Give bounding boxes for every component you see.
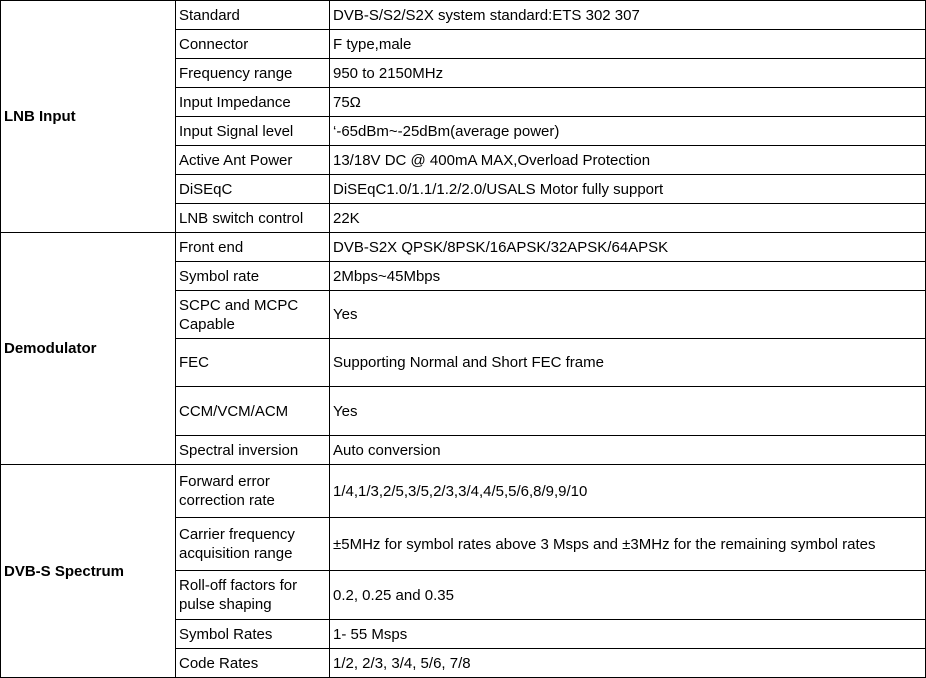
param-label: Forward error correction rate xyxy=(176,465,330,518)
param-value: ±5MHz for symbol rates above 3 Msps and ±3MHz for the remaining symbol rates xyxy=(330,518,926,571)
param-value: DVB-S/S2/S2X system standard:ETS 302 307 xyxy=(330,1,926,30)
param-label: Symbol Rates xyxy=(176,620,330,649)
param-value: 1/2, 2/3, 3/4, 5/6, 7/8 xyxy=(330,649,926,678)
param-label: Roll-off factors for pulse shaping xyxy=(176,571,330,620)
param-value: 1/4,1/3,2/5,3/5,2/3,3/4,4/5,5/6,8/9,9/10 xyxy=(330,465,926,518)
param-label: Connector xyxy=(176,30,330,59)
param-value: 950 to 2150MHz xyxy=(330,59,926,88)
param-value: 0.2, 0.25 and 0.35 xyxy=(330,571,926,620)
param-value: 13/18V DC @ 400mA MAX,Overload Protection xyxy=(330,146,926,175)
param-label: DiSEqC xyxy=(176,175,330,204)
param-value: 1- 55 Msps xyxy=(330,620,926,649)
param-value: Auto conversion xyxy=(330,436,926,465)
param-label: Carrier frequency acquisition range xyxy=(176,518,330,571)
param-value: ‘-65dBm~-25dBm(average power) xyxy=(330,117,926,146)
param-label: Frequency range xyxy=(176,59,330,88)
param-label: Spectral inversion xyxy=(176,436,330,465)
table-row xyxy=(1,1,926,30)
param-label: CCM/VCM/ACM xyxy=(176,387,330,436)
param-label: FEC xyxy=(176,339,330,387)
param-label: SCPC and MCPC Capable xyxy=(176,291,330,339)
param-label: Input Impedance xyxy=(176,88,330,117)
param-value: DiSEqC1.0/1.1/1.2/2.0/USALS Motor fully support xyxy=(330,175,926,204)
param-value: Yes xyxy=(330,291,926,339)
section-label-dvb-s-spectrum: DVB-S Spectrum xyxy=(1,465,176,678)
param-value: DVB-S2X QPSK/8PSK/16APSK/32APSK/64APSK xyxy=(330,233,926,262)
section-label-lnb-input: LNB Input xyxy=(1,1,176,233)
param-label: Standard xyxy=(176,1,330,30)
table-row xyxy=(1,465,926,518)
param-value: Yes xyxy=(330,387,926,436)
table-row xyxy=(1,233,926,262)
param-value: 22K xyxy=(330,204,926,233)
param-value: 75Ω xyxy=(330,88,926,117)
param-label: Front end xyxy=(176,233,330,262)
section-label-demodulator: Demodulator xyxy=(1,233,176,465)
param-value: Supporting Normal and Short FEC frame xyxy=(330,339,926,387)
param-value: 2Mbps~45Mbps xyxy=(330,262,926,291)
param-label: Symbol rate xyxy=(176,262,330,291)
param-value: F type,male xyxy=(330,30,926,59)
param-label: Active Ant Power xyxy=(176,146,330,175)
param-label: Input Signal level xyxy=(176,117,330,146)
param-label: Code Rates xyxy=(176,649,330,678)
param-label: LNB switch control xyxy=(176,204,330,233)
